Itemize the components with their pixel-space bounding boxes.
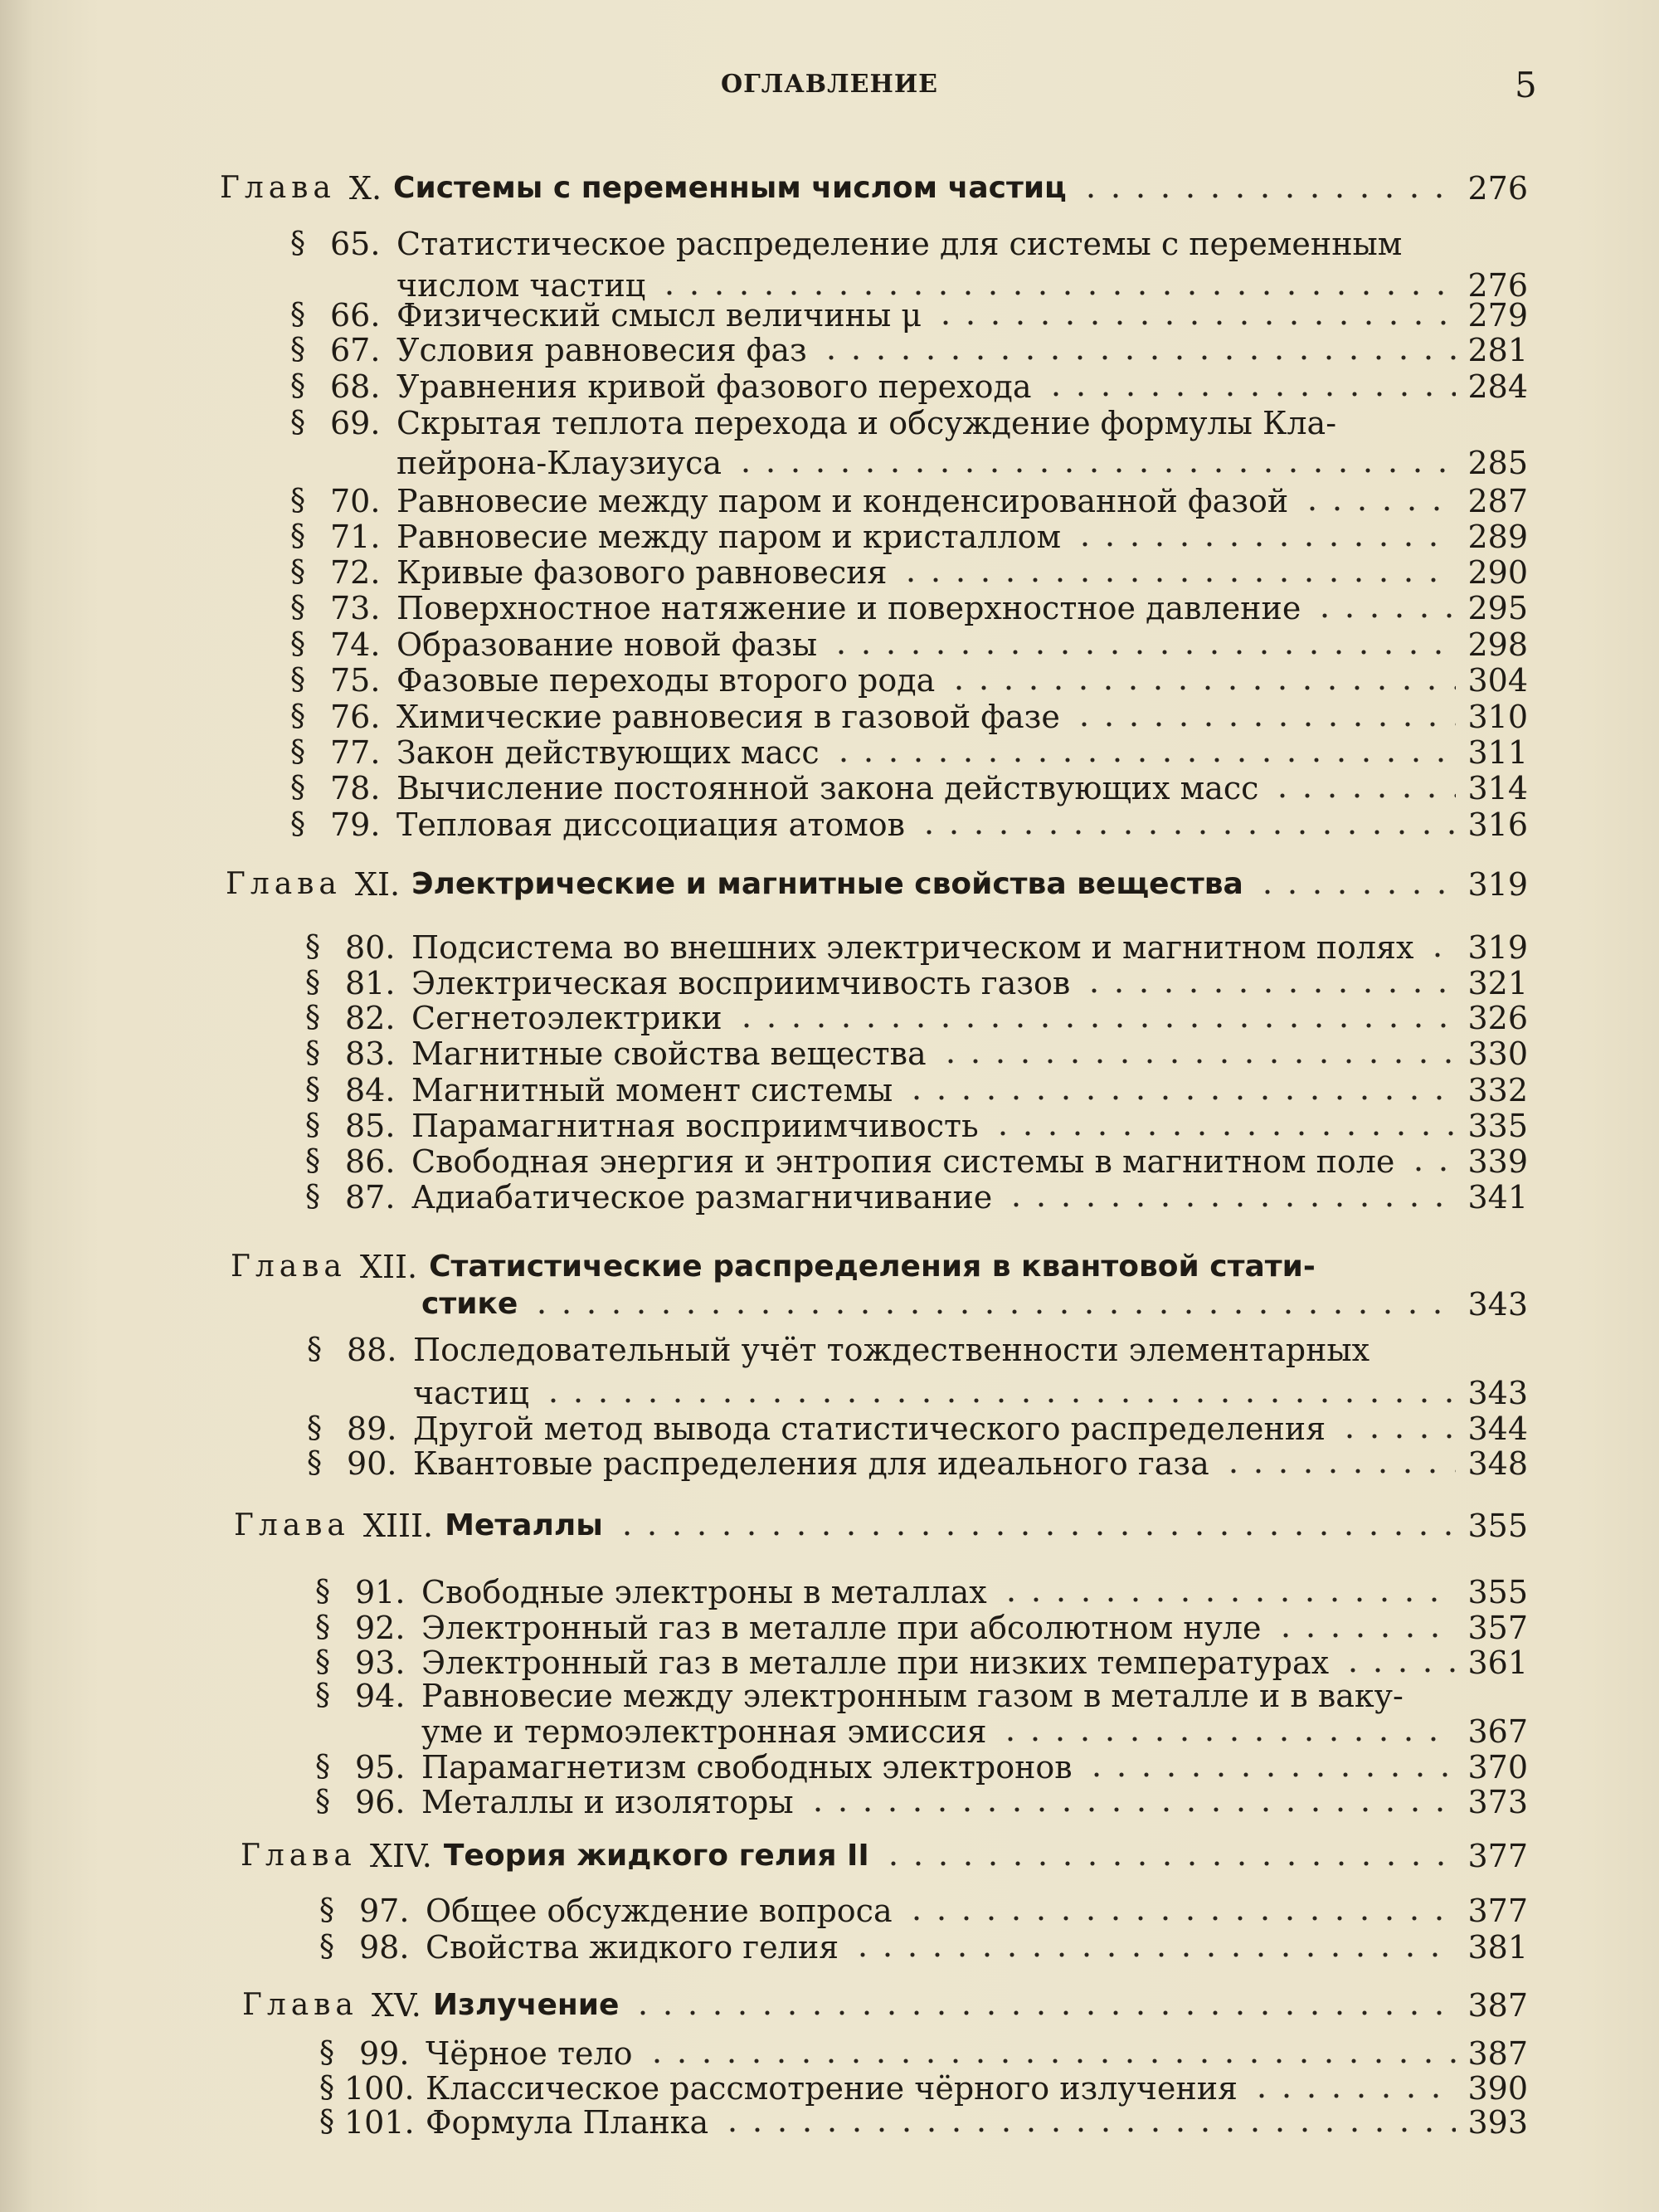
chapter-heading[interactable] bbox=[241, 1838, 1528, 1874]
section-title: Вычисление постоянной закона действующих масс bbox=[397, 770, 1259, 806]
chapter-title: Излучение bbox=[432, 1988, 620, 2022]
toc-entry[interactable] bbox=[305, 965, 1528, 1001]
toc-entry[interactable] bbox=[290, 590, 1528, 626]
section-number: 82. bbox=[345, 1000, 396, 1036]
section-sign: § bbox=[290, 406, 305, 440]
section-sign: § bbox=[290, 227, 305, 261]
toc-entry[interactable] bbox=[307, 1332, 1528, 1368]
section-number: 91. bbox=[355, 1574, 406, 1610]
toc-page-number: 339 bbox=[1467, 1143, 1528, 1180]
section-sign: § bbox=[290, 771, 305, 805]
leader-dots bbox=[999, 1597, 1457, 1602]
chapter-heading[interactable] bbox=[220, 170, 1528, 207]
leader-dots bbox=[645, 2059, 1457, 2063]
leader-dots bbox=[898, 577, 1456, 582]
toc-page-number: 319 bbox=[1467, 929, 1528, 966]
section-number: 76. bbox=[330, 699, 381, 735]
toc-entry[interactable] bbox=[290, 226, 1528, 262]
toc-page-number: 361 bbox=[1467, 1644, 1528, 1681]
toc-entry[interactable] bbox=[290, 554, 1528, 591]
section-number: 78. bbox=[330, 770, 381, 806]
leader-dots bbox=[1082, 988, 1456, 993]
leader-dots bbox=[1072, 722, 1457, 727]
leader-dots bbox=[733, 468, 1456, 473]
leader-dots bbox=[938, 1059, 1457, 1064]
section-number: 79. bbox=[330, 806, 381, 843]
section-sign: § bbox=[290, 663, 305, 697]
section-sign: § bbox=[290, 519, 305, 553]
toc-entry[interactable] bbox=[290, 699, 1528, 735]
section-sign: § bbox=[319, 1930, 334, 1964]
section-title: Кривые фазового равновесия bbox=[397, 554, 888, 591]
section-title: Свободная энергия и энтропия системы в магнитном поле bbox=[411, 1143, 1395, 1180]
section-number: 73. bbox=[330, 590, 381, 626]
leader-dots bbox=[819, 355, 1457, 360]
toc-entry[interactable] bbox=[290, 806, 1528, 843]
toc-page-number: 285 bbox=[1467, 445, 1528, 481]
toc-entry[interactable] bbox=[290, 332, 1528, 368]
toc-page-number: 330 bbox=[1467, 1035, 1528, 1072]
section-number: 68. bbox=[330, 368, 381, 405]
leader-dots bbox=[1425, 953, 1456, 957]
section-title: Уравнения кривой фазового перехода bbox=[397, 368, 1032, 405]
toc-page-number: 387 bbox=[1467, 2035, 1528, 2072]
leader-dots bbox=[990, 1131, 1457, 1136]
section-title: Свойства жидкого гелия bbox=[426, 1929, 839, 1966]
section-number: 101. bbox=[344, 2104, 415, 2141]
chapter-label: Глава bbox=[241, 1839, 357, 1873]
toc-page-number: 304 bbox=[1467, 662, 1528, 699]
leader-dots bbox=[1078, 193, 1457, 198]
toc-entry[interactable] bbox=[307, 1445, 1528, 1482]
toc-page-number: 284 bbox=[1467, 368, 1528, 405]
leader-dots bbox=[1337, 1434, 1456, 1439]
section-title: Закон действующих масс bbox=[397, 734, 820, 771]
section-number: 80. bbox=[345, 929, 396, 966]
toc-page-number: 316 bbox=[1467, 806, 1528, 843]
toc-page-number: 341 bbox=[1467, 1179, 1528, 1216]
toc-page-number: 287 bbox=[1467, 483, 1528, 519]
section-number: 84. bbox=[345, 1072, 396, 1108]
section-number: 65. bbox=[330, 226, 381, 262]
section-number: 81. bbox=[345, 965, 396, 1001]
toc-page-number: 281 bbox=[1467, 332, 1528, 368]
toc-page-number: 373 bbox=[1467, 1784, 1528, 1820]
toc-entry[interactable] bbox=[319, 2070, 1528, 2107]
toc-entry[interactable] bbox=[290, 445, 1528, 481]
leader-dots bbox=[805, 1807, 1457, 1812]
toc-entry[interactable] bbox=[315, 1784, 1528, 1820]
chapter-label: Глава bbox=[234, 1508, 350, 1542]
toc-page-number: 311 bbox=[1467, 734, 1528, 771]
section-title: Условия равновесия фаз bbox=[397, 332, 807, 368]
section-sign: § bbox=[290, 333, 305, 367]
leader-dots bbox=[541, 1398, 1457, 1403]
leader-dots bbox=[529, 1309, 1456, 1314]
section-sign: § bbox=[305, 1144, 320, 1178]
section-title: Чёрное тело bbox=[426, 2035, 633, 2072]
section-sign: § bbox=[290, 591, 305, 625]
section-number: 95. bbox=[355, 1749, 406, 1786]
section-title: Фазовые переходы второго рода bbox=[397, 662, 936, 699]
section-sign: § bbox=[307, 1411, 322, 1445]
section-title: Магнитные свойства вещества bbox=[411, 1035, 927, 1072]
section-title: Другой метод вывода статистического распределения bbox=[413, 1411, 1326, 1447]
chapter-label: Глава bbox=[226, 867, 342, 901]
toc-page-number: 295 bbox=[1467, 590, 1528, 626]
section-sign: § bbox=[290, 735, 305, 769]
section-number: 88. bbox=[347, 1332, 397, 1368]
section-number: 93. bbox=[355, 1644, 406, 1681]
section-sign: § bbox=[290, 298, 305, 332]
section-number: 86. bbox=[345, 1143, 396, 1180]
section-number: 75. bbox=[330, 662, 381, 699]
section-sign: § bbox=[290, 807, 305, 841]
chapter-number: X. bbox=[348, 170, 382, 207]
section-sign: § bbox=[315, 1785, 330, 1819]
section-sign: § bbox=[290, 369, 305, 403]
section-title: Электрическая восприимчивость газов bbox=[411, 965, 1071, 1001]
section-number: 97. bbox=[359, 1893, 410, 1929]
section-title: Скрытая теплота перехода и обсуждение формулы Кла- bbox=[397, 405, 1337, 441]
section-sign: § bbox=[307, 1333, 322, 1367]
toc-entry[interactable] bbox=[290, 368, 1528, 405]
toc-entry[interactable] bbox=[305, 1143, 1528, 1180]
chapter-label: Глава bbox=[231, 1250, 347, 1284]
leader-dots bbox=[904, 1095, 1456, 1100]
section-title: Квантовые распределения для идеального газа bbox=[413, 1445, 1209, 1482]
chapter-number: XII. bbox=[359, 1249, 418, 1285]
toc-entry[interactable] bbox=[290, 626, 1528, 663]
toc-page-number: 390 bbox=[1467, 2070, 1528, 2107]
chapter-title: стике bbox=[421, 1287, 518, 1321]
toc-entry[interactable] bbox=[315, 1574, 1528, 1610]
leader-dots bbox=[1221, 1469, 1457, 1474]
section-title: Физический смысл величины μ bbox=[397, 297, 922, 334]
leader-dots bbox=[829, 650, 1456, 655]
section-title: Равновесие между паром и кристаллом bbox=[397, 519, 1062, 555]
toc-entry[interactable] bbox=[315, 1610, 1528, 1646]
chapter-heading[interactable] bbox=[234, 1508, 1528, 1544]
toc-page-number: 321 bbox=[1467, 965, 1528, 1001]
section-title: Адиабатическое размагничивание bbox=[411, 1179, 993, 1216]
toc-entry[interactable] bbox=[315, 1644, 1528, 1681]
toc-page-number: 289 bbox=[1467, 519, 1528, 555]
section-title: Сегнетоэлектрики bbox=[411, 1000, 722, 1036]
chapter-heading[interactable] bbox=[242, 1987, 1528, 2024]
section-sign: § bbox=[305, 1180, 320, 1214]
section-number: 83. bbox=[345, 1035, 396, 1072]
section-title: числом частиц bbox=[397, 267, 646, 304]
section-number: 94. bbox=[355, 1678, 406, 1714]
section-title: Металлы и изоляторы bbox=[421, 1784, 794, 1820]
section-sign: § bbox=[319, 2036, 334, 2070]
chapter-number: XV. bbox=[371, 1987, 421, 2024]
section-sign: § bbox=[305, 1001, 320, 1035]
toc-entry[interactable] bbox=[305, 1072, 1528, 1108]
section-number: 100. bbox=[344, 2070, 415, 2107]
section-sign: § bbox=[319, 1893, 334, 1927]
toc-page-number: 298 bbox=[1467, 626, 1528, 663]
toc-entry[interactable] bbox=[307, 1411, 1528, 1447]
leader-dots bbox=[1300, 506, 1456, 511]
toc-entry[interactable] bbox=[290, 734, 1528, 771]
leader-dots bbox=[917, 830, 1456, 835]
section-title: Общее обсуждение вопроса bbox=[426, 1893, 893, 1929]
section-title: Классическое рассмотрение чёрного излучения bbox=[426, 2070, 1238, 2107]
section-number: 77. bbox=[330, 734, 381, 771]
toc-entry[interactable] bbox=[319, 2035, 1528, 2072]
leader-dots bbox=[1004, 1202, 1456, 1207]
toc-entry[interactable] bbox=[305, 1035, 1528, 1072]
leader-dots bbox=[734, 1023, 1457, 1028]
section-title: пейрона-Клаузиуса bbox=[397, 445, 722, 481]
section-title: частиц bbox=[413, 1375, 529, 1411]
section-number: 67. bbox=[330, 332, 381, 368]
toc-page-number: 357 bbox=[1467, 1610, 1528, 1646]
section-title: Химические равновесия в газовой фазе bbox=[397, 699, 1060, 735]
section-number: 87. bbox=[345, 1179, 396, 1216]
toc-entry[interactable] bbox=[290, 770, 1528, 806]
toc-page-number: 276 bbox=[1467, 170, 1528, 207]
toc-entry[interactable] bbox=[290, 519, 1528, 555]
chapter-title: Металлы bbox=[445, 1508, 603, 1542]
toc-page-number: 355 bbox=[1467, 1508, 1528, 1544]
toc-page-number: 381 bbox=[1467, 1929, 1528, 1966]
section-sign: § bbox=[307, 1446, 322, 1480]
section-title: Парамагнетизм свободных электронов bbox=[421, 1749, 1073, 1786]
section-number: 98. bbox=[359, 1929, 410, 1966]
section-title: Формула Планка bbox=[426, 2104, 709, 2141]
chapter-number: XIV. bbox=[369, 1838, 432, 1874]
leader-dots bbox=[946, 685, 1456, 690]
leader-dots bbox=[1255, 889, 1457, 894]
toc-page-number: 355 bbox=[1467, 1574, 1528, 1610]
leader-dots bbox=[657, 290, 1456, 295]
section-sign: § bbox=[290, 699, 305, 733]
section-number: 89. bbox=[347, 1411, 397, 1447]
toc-entry[interactable] bbox=[319, 1929, 1528, 1966]
toc-entry[interactable] bbox=[305, 1179, 1528, 1216]
section-number: 71. bbox=[330, 519, 381, 555]
toc-entry[interactable] bbox=[290, 297, 1528, 334]
chapter-number: XI. bbox=[354, 866, 401, 903]
leader-dots bbox=[933, 320, 1456, 325]
section-title: Равновесие между электронным газом в металле и в ваку- bbox=[421, 1678, 1404, 1714]
section-title: Электронный газ в металле при абсолютном нуле bbox=[421, 1610, 1262, 1646]
toc-page-number: 335 bbox=[1467, 1108, 1528, 1144]
section-sign: § bbox=[315, 1610, 330, 1644]
section-number: 74. bbox=[330, 626, 381, 663]
section-sign: § bbox=[319, 2071, 334, 2105]
page-number: 5 bbox=[1515, 65, 1537, 105]
toc-page-number: 276 bbox=[1467, 267, 1528, 304]
leader-dots bbox=[998, 1737, 1456, 1742]
toc-page-number: 279 bbox=[1467, 297, 1528, 334]
toc-page-number: 377 bbox=[1467, 1838, 1528, 1874]
section-title: Парамагнитная восприимчивость bbox=[411, 1108, 979, 1144]
toc-page-number: 332 bbox=[1467, 1072, 1528, 1108]
leader-dots bbox=[1312, 613, 1456, 618]
leader-dots bbox=[1406, 1167, 1456, 1172]
section-sign: § bbox=[315, 1750, 330, 1784]
chapter-heading[interactable] bbox=[231, 1249, 1528, 1285]
toc-entry[interactable] bbox=[315, 1713, 1528, 1750]
toc-entry[interactable] bbox=[305, 1000, 1528, 1036]
section-title: Последовательный учёт тождественности элементарных bbox=[413, 1332, 1370, 1368]
leader-dots bbox=[1340, 1668, 1456, 1673]
toc-entry[interactable] bbox=[319, 2104, 1528, 2141]
section-number: 66. bbox=[330, 297, 381, 334]
chapter-heading[interactable] bbox=[226, 866, 1528, 903]
section-number: 90. bbox=[347, 1445, 397, 1482]
toc-page-number: 290 bbox=[1467, 554, 1528, 591]
chapter-title: Статистические распределения в квантовой стати- bbox=[429, 1250, 1316, 1284]
section-title: Электронный газ в металле при низких температурах bbox=[421, 1644, 1330, 1681]
section-number: 70. bbox=[330, 483, 381, 519]
toc-page-number: 370 bbox=[1467, 1749, 1528, 1786]
chapter-number: XIII. bbox=[362, 1508, 434, 1544]
section-title: Свободные электроны в металлах bbox=[421, 1574, 987, 1610]
toc-page-number: 393 bbox=[1467, 2104, 1528, 2141]
section-sign: § bbox=[305, 1036, 320, 1070]
section-sign: § bbox=[290, 627, 305, 661]
chapter-title: Системы с переменным числом частиц bbox=[393, 171, 1067, 205]
toc-page-number: 343 bbox=[1467, 1286, 1528, 1323]
section-number: 85. bbox=[345, 1108, 396, 1144]
section-sign: § bbox=[315, 1678, 330, 1713]
section-number: 92. bbox=[355, 1610, 406, 1646]
toc-page-number: 348 bbox=[1467, 1445, 1528, 1482]
leader-dots bbox=[831, 758, 1457, 763]
section-title: Магнитный момент системы bbox=[411, 1072, 893, 1108]
section-sign: § bbox=[305, 1073, 320, 1107]
chapter-title: Теория жидкого гелия II bbox=[443, 1839, 869, 1873]
section-number: 72. bbox=[330, 554, 381, 591]
chapter-label: Глава bbox=[242, 1988, 358, 2022]
section-sign: § bbox=[290, 555, 305, 589]
chapter-heading[interactable] bbox=[231, 1286, 1528, 1323]
section-number: 69. bbox=[330, 405, 381, 441]
toc-entry[interactable] bbox=[315, 1678, 1528, 1714]
leader-dots bbox=[1270, 793, 1456, 798]
section-title: Подсистема во внешних электрическом и магнитном полях bbox=[411, 929, 1414, 966]
toc-entry[interactable] bbox=[307, 1375, 1528, 1411]
section-sign: § bbox=[305, 930, 320, 964]
section-sign: § bbox=[319, 2105, 334, 2139]
page-header-title: ОГЛАВЛЕНИЕ bbox=[720, 70, 939, 99]
leader-dots bbox=[615, 1531, 1457, 1536]
section-title: Образование новой фазы bbox=[397, 626, 818, 663]
leader-dots bbox=[904, 1916, 1457, 1921]
toc-page-number: 344 bbox=[1467, 1411, 1528, 1447]
section-number: 99. bbox=[359, 2035, 410, 2072]
toc-entry[interactable] bbox=[290, 662, 1528, 699]
section-number: 96. bbox=[355, 1784, 406, 1820]
toc-entry[interactable] bbox=[315, 1749, 1528, 1786]
toc-page-number: 319 bbox=[1467, 866, 1528, 903]
section-title: уме и термоэлектронная эмиссия bbox=[421, 1713, 987, 1750]
chapter-label: Глава bbox=[220, 171, 336, 205]
section-sign: § bbox=[315, 1575, 330, 1609]
toc-page-number: 367 bbox=[1467, 1713, 1528, 1750]
toc-page-number: 314 bbox=[1467, 770, 1528, 806]
leader-dots bbox=[1073, 542, 1456, 547]
toc-entry[interactable] bbox=[290, 483, 1528, 519]
toc-page-number: 326 bbox=[1467, 1000, 1528, 1036]
leader-dots bbox=[850, 1952, 1456, 1957]
leader-dots bbox=[1044, 392, 1457, 397]
chapter-title: Электрические и магнитные свойства вещества bbox=[411, 867, 1243, 901]
toc-page-number: 387 bbox=[1467, 1987, 1528, 2024]
toc-page-number: 343 bbox=[1467, 1375, 1528, 1411]
section-sign: § bbox=[305, 1108, 320, 1143]
section-sign: § bbox=[305, 966, 320, 1000]
section-title: Статистическое распределение для системы с переменным bbox=[397, 226, 1403, 262]
leader-dots bbox=[1249, 2093, 1456, 2098]
leader-dots bbox=[1084, 1772, 1457, 1777]
toc-entry[interactable] bbox=[305, 1108, 1528, 1144]
section-title: Равновесие между паром и конденсированной фазой bbox=[397, 483, 1289, 519]
section-sign: § bbox=[315, 1645, 330, 1679]
toc-page-number: 310 bbox=[1467, 699, 1528, 735]
toc-entry[interactable] bbox=[319, 1893, 1528, 1929]
section-sign: § bbox=[290, 484, 305, 518]
toc-entry[interactable] bbox=[305, 929, 1528, 966]
leader-dots bbox=[881, 1861, 1457, 1866]
section-title: Поверхностное натяжение и поверхностное давление bbox=[397, 590, 1301, 626]
toc-entry[interactable] bbox=[290, 405, 1528, 441]
section-title: Тепловая диссоциация атомов bbox=[397, 806, 906, 843]
leader-dots bbox=[630, 2010, 1456, 2015]
leader-dots bbox=[1273, 1633, 1457, 1638]
toc-page-number: 377 bbox=[1467, 1893, 1528, 1929]
leader-dots bbox=[720, 2127, 1456, 2132]
